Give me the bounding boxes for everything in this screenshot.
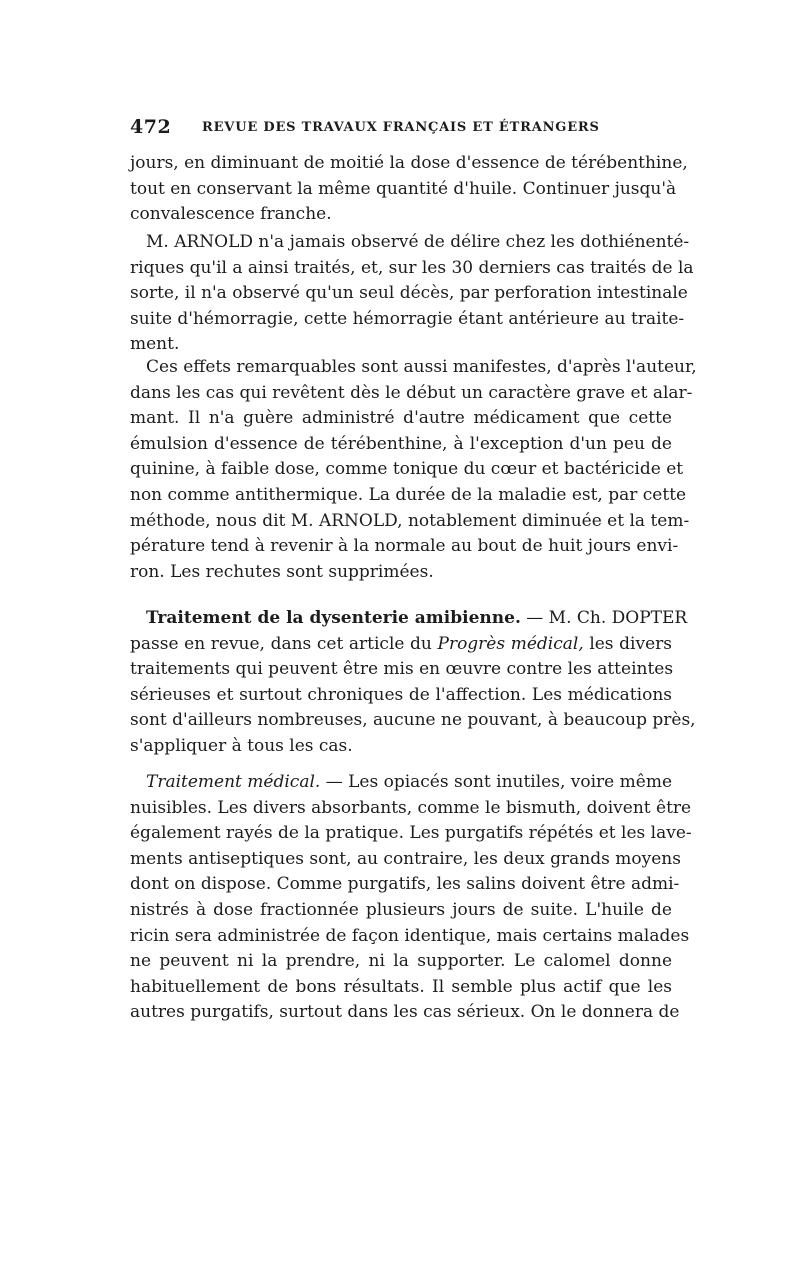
- text-line: ment.: [130, 334, 180, 355]
- text-line: également rayés de la pratique. Les purgatifs répétés et les lave-: [130, 823, 692, 844]
- subsection-intro: — Les opiacés sont inutiles, voire même: [320, 772, 672, 792]
- text-line: ne peuvent ni la prendre, ni la supporter. Le calomel donne: [130, 951, 672, 972]
- subsection-heading-line: [130, 770, 672, 796]
- text-line: Ces effets remarquables sont aussi manifestes, d'après l'auteur,: [146, 357, 697, 377]
- text-line: s'appliquer à tous les cas.: [130, 735, 353, 756]
- text-line: sont d'ailleurs nombreuses, aucune ne pouvant, à beaucoup près,: [130, 710, 696, 731]
- text-line: convalescence franche.: [130, 204, 332, 225]
- text-line: M. ARNOLD n'a jamais observé de délire chez les dothiénenté-: [146, 232, 690, 252]
- text-line: non comme antithermique. La durée de la maladie est, par cette: [130, 484, 687, 505]
- text-line: riques qu'il a ainsi traités, et, sur les 30 derniers cas traités de la: [130, 257, 694, 278]
- text-line: mant. Il n'a guère administré d'autre médicament que cette: [130, 408, 672, 429]
- text-line: ricin sera administrée de façon identique, mais certains malades: [130, 925, 690, 946]
- text-line: habituellement de bons résultats. Il semble plus actif que les: [130, 976, 672, 997]
- section-heading-line: [130, 606, 688, 632]
- text-line: méthode, nous dit M. ARNOLD, notablement diminuée et la tem-: [130, 510, 690, 531]
- section-intro: — M. Ch. DOPTER: [520, 608, 688, 628]
- text-line: sorte, il n'a observé qu'un seul décès, par perforation intestinale: [130, 283, 688, 304]
- text-line: jours, en diminuant de moitié la dose d'essence de térébenthine,: [130, 153, 688, 173]
- text-line: quinine, à faible dose, comme tonique du cœur et bactéricide et: [130, 459, 684, 480]
- text-line: pérature tend à revenir à la normale au bout de huit jours envi-: [130, 536, 679, 557]
- text-line: suite d'hémorragie, cette hémorragie étant antérieure au traite-: [130, 308, 685, 329]
- paragraph-4: [130, 606, 696, 760]
- running-head: REVUE DES TRAVAUX FRANÇAIS ET ÉTRANGERS: [202, 120, 600, 135]
- page-header: [130, 116, 670, 140]
- text-line: autres purgatifs, surtout dans les cas sérieux. On le donnera de: [130, 1002, 680, 1023]
- paragraph-3: [130, 355, 697, 585]
- text-line: émulsion d'essence de térébenthine, à l'exception d'un peu de: [130, 433, 672, 454]
- text-line: dont on dispose. Comme purgatifs, les salins doivent être admi-: [130, 874, 680, 895]
- text-line: ron. Les rechutes sont supprimées.: [130, 561, 434, 582]
- text-line: ments antiseptiques sont, au contraire, les deux grands moyens: [130, 848, 681, 869]
- page-number: 472: [130, 116, 172, 138]
- text-line: sérieuses et surtout chroniques de l'affection. Les médications: [130, 684, 672, 705]
- text-line: passe en revue, dans cet article du Progrès médical, les divers: [130, 633, 672, 654]
- text-line: dans les cas qui revêtent dès le début un caractère grave et alar-: [130, 382, 693, 403]
- subsection-title: Traitement médical.: [146, 772, 321, 792]
- text-line: tout en conservant la même quantité d'huile. Continuer jusqu'à: [130, 178, 677, 199]
- paragraph-1: [130, 151, 688, 228]
- journal-title: Progrès médical,: [437, 633, 584, 654]
- paragraph-2: [130, 230, 694, 358]
- text-line: traitements qui peuvent être mis en œuvre contre les atteintes: [130, 659, 674, 680]
- text-line: nistrés à dose fractionnée plusieurs jours de suite. L'huile de: [130, 899, 672, 920]
- paragraph-5: [130, 770, 692, 1026]
- section-title: Traitement de la dysenterie amibienne.: [146, 608, 521, 628]
- text-line: nuisibles. Les divers absorbants, comme le bismuth, doivent être: [130, 797, 692, 818]
